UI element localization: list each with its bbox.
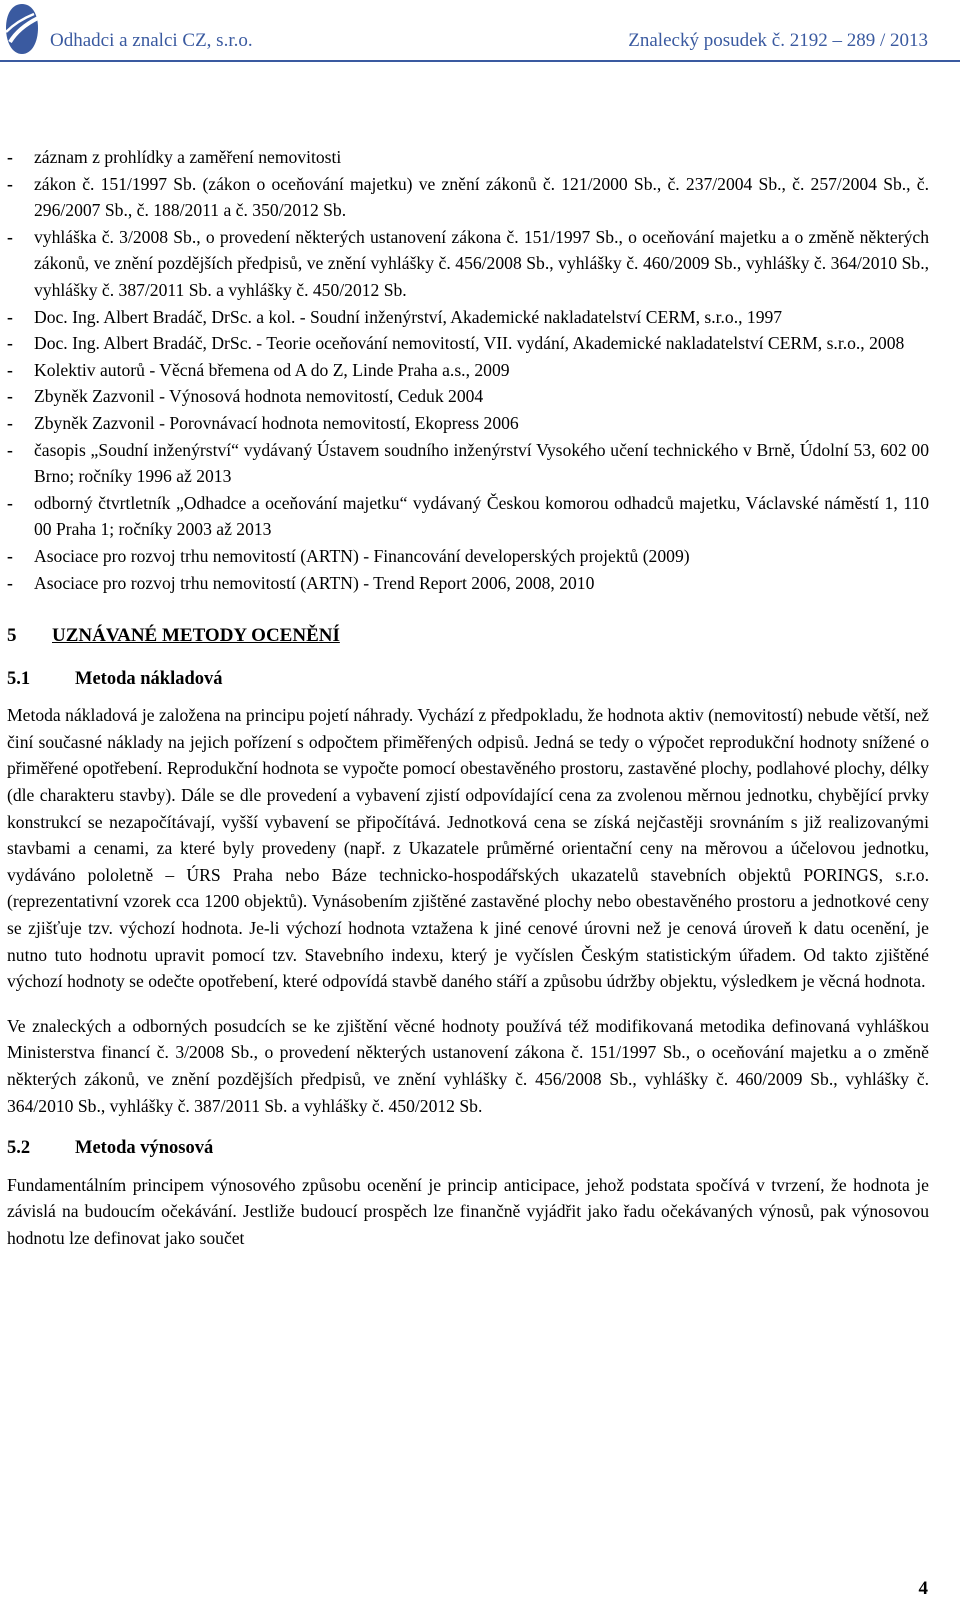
list-item: - Doc. Ing. Albert Bradáč, DrSc. a kol. - Soudní inženýrství, Akademické nakladatelství CERM, s.r.o., 1997 xyxy=(7,306,783,327)
list-item: - Zbyněk Zazvonil - Výnosová hodnota nemovitostí, Ceduk 2004 xyxy=(7,386,484,407)
cost-method-paragraph-2: Ve znaleckých a odborných posudcích se ke zjištění věcné hodnoty používá též modifikovaná metodika definovaná vyhláškou Ministerstva financí č. 3/2008 Sb., o provedení některých ustanovení zákona č. 151/1997 Sb., o oceňování majetku a o změně některých zákonů, ve znění pozdějších předpisů, ve znění vyhlášky č. 456/2008 Sb., vyhlášky č. 460/2009 Sb., vyhlášky č. 364/2010 Sb., vyhlášky č. 387/2011 Sb. a vyhlášky č. 450/2012 Sb. xyxy=(7,1015,929,1116)
page-header xyxy=(0,0,960,64)
section-number: 5 xyxy=(7,625,17,647)
list-item: - Asociace pro rozvoj trhu nemovitostí (ARTN) - Trend Report 2006, 2008, 2010 xyxy=(7,572,595,593)
header-report-number: Znalecký posudek č. 2192 – 289 / 2013 xyxy=(628,30,928,51)
section-5-heading xyxy=(7,623,929,650)
section-title: Metoda nákladová xyxy=(75,668,223,689)
income-method-paragraph-1: Fundamentálním principem výnosového způsobu ocenění je princip anticipace, jehož podstata spočívá v tvrzení, že hodnota je závislá na budoucím očekávání. Jestliže budoucí prospěch lze finančně vyjádřit jako řadu očekávaných výnosů, pak výnosovou hodnotu lze definovat jako součet xyxy=(7,1174,929,1248)
list-item: - Doc. Ing. Albert Bradáč, DrSc. - Teorie oceňování nemovitostí, VII. vydání, Akademické nakladatelství CERM, s.r.o., 2008 xyxy=(7,333,905,354)
section-number: 5.1 xyxy=(7,668,31,689)
list-item: - vyhláška č. 3/2008 Sb., o provedení některých ustanovení zákona č. 151/1997 Sb., o oceňování majetku a o změně některých zákonů, ve znění pozdějších předpisů, ve znění vyhlášky č. 456/2008 Sb., vyhlášky č. 460/2009 Sb., vyhlášky č. 364/2010 Sb., vyhlášky č. 387/2011 Sb. a vyhlášky č. 450/2012 Sb. xyxy=(7,226,929,300)
header-divider xyxy=(0,60,960,62)
list-item: - Asociace pro rozvoj trhu nemovitostí (ARTN) - Financování developerských projektů (2009) xyxy=(7,545,690,566)
section-title: Metoda výnosová xyxy=(75,1138,214,1159)
list-item: - zákon č. 151/1997 Sb. (zákon o oceňování majetku) ve znění zákonů č. 121/2000 Sb., č. 237/2004 Sb., č. 257/2004 Sb., č. 296/2007 Sb., č. 188/2011 a č. 350/2012 Sb. xyxy=(7,173,929,221)
section-number: 5.2 xyxy=(7,1138,31,1159)
page-number: 4 xyxy=(918,1578,928,1599)
section-5-1-heading xyxy=(7,666,929,693)
header-company-name: Odhadci a znalci CZ, s.r.o. xyxy=(50,30,253,51)
section-title: UZNÁVANÉ METODY OCENĚNÍ xyxy=(52,625,340,647)
company-logo-icon xyxy=(4,2,40,56)
cost-method-paragraph-1: Metoda nákladová je založena na principu pojetí náhrady. Vychází z předpokladu, že hodnota aktiv (nemovitostí) nebude větší, než činí současné náklady na jejich pořízení s odpočtem přiměřených odpisů. Jedná se tedy o výpočet reprodukční hodnoty snížené o přiměřené opotřebení. Reprodukční hodnota se vypočte pomocí obestavěného prostoru, zastavěné plochy, podlahové plochy, délky (dle charakteru stavby). Dále se dle provedení a vybavení zjistí odpovídající cena za zvolenou měrnou jednotku, chybějící prvky konstrukcí se nezapočítávají, vyšší vybavení se připočítává. Jednotková cena se získá nejčastěji srovnáním s již realizovanými stavbami a cenami, za které byly provedeny (např. z Ukazatele průměrné orientační ceny na měrovou a účelovou jednotku, vydáváno pololetně – ÚRS Praha nebo Báze technicko-hospodářských ukazatelů stavebních objektů PORINGS, s.r.o. (reprezentativní vzorek cca 1200 objektů). Vynásobením zjištěné zastavěné plochy nebo obestavěného prostoru a jednotkové ceny se zjišťuje tzv. výchozí hodnota. Je-li výchozí hodnota vztažena k jiné cenové úrovni než je cenová úroveň k datu ocenění, je nutno tuto hodnotu upravit pomocí tzv. Stavebního indexu, který je vyčíslen Českým statistickým úřadem. Od takto zjištěné výchozí hodnoty se odečte opotřebení, které odpovídá stavbě daného stáří a způsobu údržby objektu, výsledkem je věcná hodnota. xyxy=(7,705,929,992)
list-item: - odborný čtvrtletník „Odhadce a oceňování majetku“ vydávaný Českou komorou odhadců majetku, Václavské náměstí 1, 110 00 Praha 1; ročníky 2003 až 2013 xyxy=(7,492,929,540)
list-item: - Zbyněk Zazvonil - Porovnávací hodnota nemovitostí, Ekopress 2006 xyxy=(7,412,519,433)
list-item: - časopis „Soudní inženýrství“ vydávaný Ústavem soudního inženýrství Vysokého učení technického v Brně, Údolní 53, 602 00 Brno; ročníky 1996 až 2013 xyxy=(7,439,929,487)
reference-list xyxy=(7,144,929,596)
section-5-2-heading xyxy=(7,1135,929,1162)
list-item: - Kolektiv autorů - Věcná břemena od A do Z, Linde Praha a.s., 2009 xyxy=(7,359,510,380)
page-body xyxy=(7,144,929,1252)
list-item: - záznam z prohlídky a zaměření nemovitosti xyxy=(7,147,342,167)
